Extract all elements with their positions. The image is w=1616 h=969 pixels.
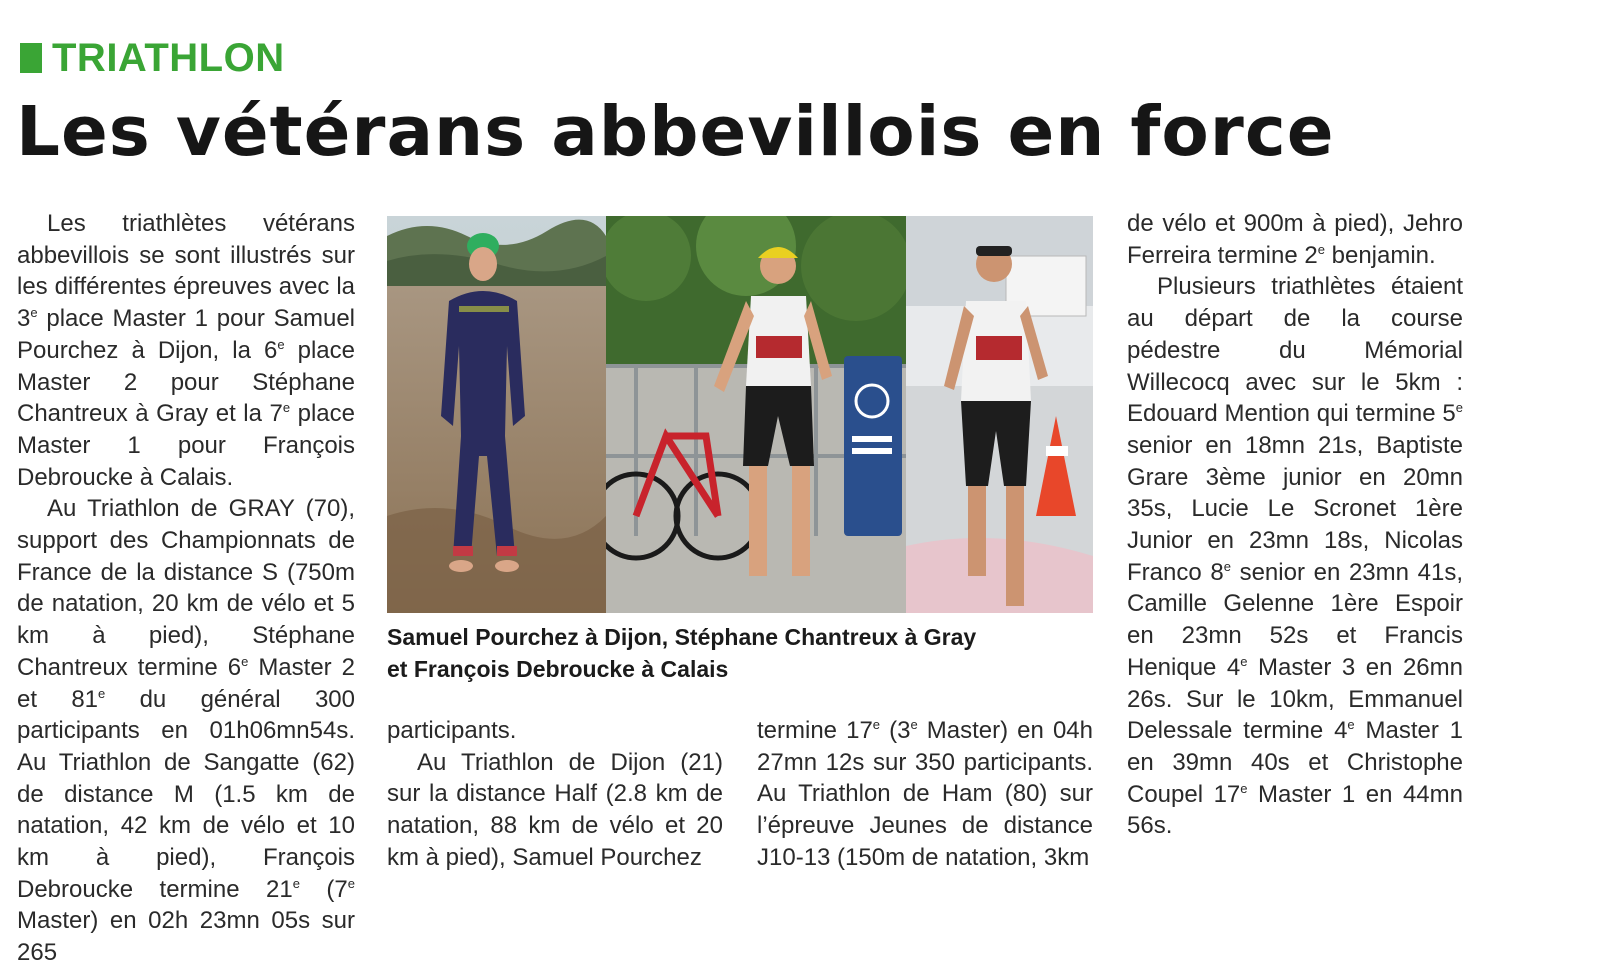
photo-panel-bike [606, 216, 906, 613]
photo-panel-swimmer [387, 216, 606, 613]
article-column-3 [757, 715, 1093, 874]
paragraph-ham-end: de vélo et 900m à pied), Jehro Ferreira termine 2e benjamin. [1127, 210, 1463, 269]
article-photo [387, 216, 1093, 613]
paragraph-continuation: participants. [387, 717, 517, 744]
paragraph-ham: termine 17e (3e Master) en 04h 27mn 12s sur 350 participants. Au Triathlon de Ham (80) sur l’épreuve Jeunes de distance J10-13 (150m de natation, 3km [757, 717, 1093, 871]
caption-line-2: et François Debroucke à Calais [387, 656, 729, 682]
rubric-marker [20, 43, 42, 73]
article-headline: Les vétérans abbevillois en force [16, 92, 1335, 172]
article-column-2 [387, 715, 723, 874]
photo-caption [387, 621, 1093, 685]
paragraph-dijon: Au Triathlon de Dijon (21) sur la distance Half (2.8 km de natation, 88 km de vélo et 20 km à pied), Samuel Pourchez [387, 748, 723, 871]
article-column-4 [1127, 208, 1463, 842]
paragraph-intro: Les triathlètes vétérans abbevillois se sont illustrés sur les différentes épreuves avec la 3e place Master 1 pour Samuel Pourchez à Dijon, la 6e place Master 2 pour Stéphane Chantreux à Gray et la 7e place Master 1 pour François Debroucke à Calais. [17, 210, 356, 491]
paragraph-memorial-willecocq: Plusieurs triathlètes étaient au départ de la course pédestre du Mémorial Willecocq avec sur le 5km : Edouard Mention qui termine 5e senior en 18mn 21s, Baptiste Grare 3ème junior en 20mn 35s, Lucie Le Scronet 1ère Junior en 23mn 18s, Nicolas Franco 8e senior en 23mn 41s, Camille Gelenne 1ère Espoir en 23mn 52s et Francis Henique 4e Master 3 en 26mn 26s. Sur le 10km, Emmanuel Delessale termine 4e Master 1 en 39mn 40s et Christophe Coupel 17e Master 1 en 44mn 56s. [1127, 273, 1463, 840]
caption-line-1: Samuel Pourchez à Dijon, Stéphane Chantreux à Gray [387, 624, 977, 650]
photo-panel-runner [906, 216, 1093, 613]
section-rubric [20, 35, 285, 80]
article-column-1 [17, 208, 355, 969]
paragraph-gray-sangatte: Au Triathlon de GRAY (70), support des Championnats de France de la distance S (750m de natation, 20 km de vélo et 5 km à pied), Stéphane Chantreux termine 6e Master 2 et 81e du général 300 participants en 01h06mn54s. Au Triathlon de Sangatte (62) de distance M (1.5 km de natation, 42 km de vélo et 10 km à pied), François Debroucke termine 21e (7e Master) en 02h 23mn 05s sur 265 [17, 495, 355, 967]
rubric-label: TRIATHLON [52, 35, 285, 80]
